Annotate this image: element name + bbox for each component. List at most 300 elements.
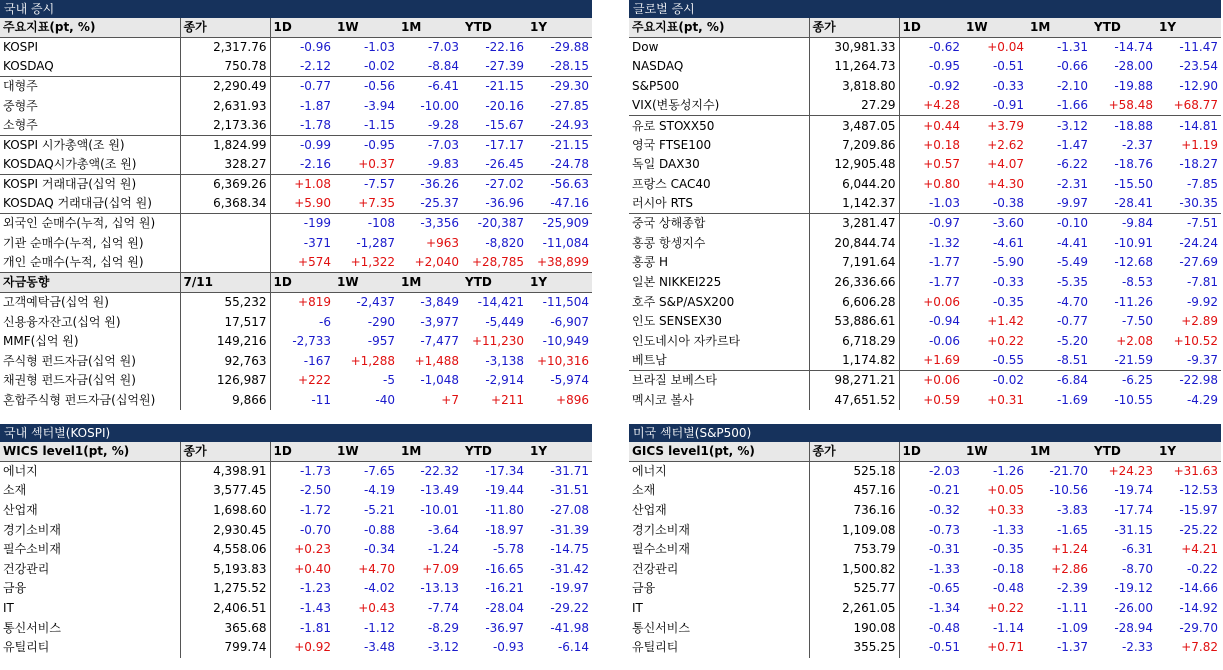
change-value: -4.19 [363,483,395,498]
close-value: 6,368.34 [180,194,270,214]
change-value: -0.35 [992,294,1024,309]
change-value: -2.50 [299,483,331,498]
row-label: 경기소비재 [0,520,180,540]
change-value: -1.14 [992,620,1024,635]
row-label: KOSPI 거래대금(십억 원) [0,175,180,195]
row-label: KOSDAQ시가총액(조 원) [0,155,180,175]
change-value: +7 [441,392,459,407]
change-value: -7.74 [427,601,459,616]
column-header: 주요지표(pt, %) [0,18,180,38]
close-value: 753.79 [809,540,899,560]
column-header: YTD [1091,18,1156,38]
change-value: +0.06 [899,371,963,391]
change-value: -36.26 [398,175,462,195]
change-value: +1,488 [414,353,459,368]
change-value: -9.97 [1056,196,1088,211]
panel-title: 국내 증시 [0,0,592,18]
row-label: 금융 [629,579,809,599]
change-value: -1.03 [928,196,960,211]
table-row [629,560,1221,580]
row-label: 금융 [0,579,180,599]
column-header: 1D [270,442,334,462]
change-value: -0.77 [1056,314,1088,329]
change-value: -0.38 [992,196,1024,211]
change-value: -12.53 [1179,483,1218,498]
change-value: -5.90 [992,255,1024,270]
change-value: -2,914 [485,373,524,388]
table-row [0,352,592,372]
change-value: -0.97 [899,214,963,234]
table-row [629,462,1221,482]
change-value: -1.78 [299,118,331,133]
change-value: -21.15 [527,136,592,156]
change-value: -108 [334,214,398,234]
row-label: S&P500 [629,77,809,97]
change-value: -0.93 [492,640,524,655]
row-label: 기관 순매수(누적, 십억 원) [0,234,180,254]
column-header: 1M [398,273,462,293]
table-row [0,371,592,391]
change-value: -0.88 [363,522,395,537]
change-value: +1.08 [270,175,334,195]
change-value: -21.59 [1114,353,1153,368]
change-value: -11.26 [1114,294,1153,309]
change-value: -26.45 [485,157,524,172]
change-value: -2.39 [1056,581,1088,596]
change-value: -56.63 [527,175,592,195]
table-row [0,312,592,332]
close-value: 2,930.45 [180,520,270,540]
change-value: -25.22 [1179,522,1218,537]
row-label: 중형주 [0,96,180,116]
row-label: 호주 S&P/ASX200 [629,292,809,312]
change-value: +24.23 [1108,464,1153,479]
column-header: 7/11 [180,273,270,293]
change-value: +2.86 [1051,561,1088,576]
change-value: -19.88 [1114,79,1153,94]
change-value: -7.50 [1121,314,1153,329]
change-value: -16.65 [485,561,524,576]
change-value: -1.15 [363,118,395,133]
change-value: -20.16 [485,98,524,113]
change-value: -0.48 [992,581,1024,596]
change-value: -6.84 [1027,371,1091,391]
change-value: -14.92 [1179,601,1218,616]
column-header: 1W [334,273,398,293]
close-value: 6,044.20 [809,175,899,195]
change-value: -8.29 [427,620,459,635]
change-value: +1.24 [1051,542,1088,557]
change-value: +5.90 [294,196,331,211]
change-value: +4.21 [1181,542,1218,557]
change-value: -3.12 [1027,116,1091,136]
change-value: -11,084 [542,235,589,250]
row-label: 유틸리티 [629,638,809,658]
table-row [629,214,1221,234]
change-value: -6 [319,314,331,329]
change-value: +2.89 [1181,314,1218,329]
change-value: -8.53 [1121,275,1153,290]
close-value: 6,718.29 [809,332,899,352]
change-value: -0.34 [363,542,395,557]
close-value: 1,174.82 [809,351,899,371]
close-value: 9,866 [180,391,270,411]
row-label: 경기소비재 [629,520,809,540]
change-value: -6.31 [1121,542,1153,557]
change-value: -0.65 [928,581,960,596]
change-value: -0.10 [1027,214,1091,234]
change-value: -27.39 [485,59,524,74]
table-row [0,214,592,234]
close-value: 20,844.74 [809,234,899,254]
close-value: 190.08 [809,618,899,638]
change-value: -7.81 [1186,275,1218,290]
change-value: -0.56 [334,77,398,97]
close-value: 1,275.52 [180,579,270,599]
change-value: -8,820 [485,235,524,250]
table-row [629,332,1221,352]
change-value: -1.11 [1056,601,1088,616]
change-value: -1.37 [1056,640,1088,655]
change-value: -15.97 [1179,503,1218,518]
close-value: 1,500.82 [809,560,899,580]
row-label: 중국 상해종합 [629,214,809,234]
close-value: 27.29 [809,96,899,116]
close-value [180,214,270,234]
change-value: -0.77 [270,77,334,97]
table-row [629,234,1221,254]
change-value: +7.82 [1181,640,1218,655]
table-row [629,38,1221,58]
change-value: -0.02 [963,371,1027,391]
global-market-table [629,18,1221,410]
change-value: -1.66 [1056,98,1088,113]
change-value: -0.48 [928,620,960,635]
change-value: -22.98 [1156,371,1221,391]
column-header: 1D [270,273,334,293]
close-value: 12,905.48 [809,155,899,175]
change-value: -0.35 [992,542,1024,557]
change-value: +1.19 [1181,137,1218,152]
row-label: 인도 SENSEX30 [629,312,809,332]
row-label: KOSDAQ 거래대금(십억 원) [0,194,180,214]
close-value: 6,606.28 [809,292,899,312]
row-label: 소재 [629,481,809,501]
table-row [0,618,592,638]
row-label: 유로 STOXX50 [629,116,809,136]
change-value: -27.08 [550,503,589,518]
close-value: 55,232 [180,293,270,313]
row-label: 통신서비스 [629,618,809,638]
change-value: -10.91 [1114,235,1153,250]
change-value: -24.24 [1179,235,1218,250]
change-value: -3,849 [420,295,459,310]
close-value: 2,406.51 [180,599,270,619]
change-value: -0.94 [928,314,960,329]
change-value: -1.47 [1056,137,1088,152]
close-value: 7,191.64 [809,253,899,273]
change-value: -5,449 [485,314,524,329]
change-value: -3.48 [363,640,395,655]
change-value: -31.15 [1114,522,1153,537]
change-value: -9.84 [1091,214,1156,234]
change-value: -3.94 [363,98,395,113]
change-value: -18.88 [1091,116,1156,136]
row-label: 외국인 순매수(누적, 십억 원) [0,214,180,234]
row-label: 브라질 보베스타 [629,371,809,391]
row-label: 산업재 [0,501,180,521]
change-value: +10.52 [1173,333,1218,348]
change-value: -0.73 [928,522,960,537]
change-value: -4.29 [1186,392,1218,407]
close-value: 736.16 [809,501,899,521]
domestic-sector-panel [0,424,592,658]
change-value: -16.21 [485,581,524,596]
close-value: 30,981.33 [809,38,899,58]
change-value: -11.47 [1179,40,1218,55]
change-value: -3.83 [1056,503,1088,518]
change-value: -1.31 [1056,40,1088,55]
table-row [629,77,1221,97]
close-value: 1,698.60 [180,501,270,521]
change-value: -0.18 [992,561,1024,576]
change-value: -19.44 [485,483,524,498]
change-value: +38,899 [536,255,589,270]
change-value: -1.73 [299,464,331,479]
row-label: 독일 DAX30 [629,155,809,175]
change-value: +58.48 [1108,98,1153,113]
row-label: 멕시코 볼사 [629,390,809,410]
change-value: -1.32 [928,235,960,250]
close-value: 17,517 [180,312,270,332]
change-value: -0.31 [928,542,960,557]
close-value: 1,109.08 [809,520,899,540]
change-value: -47.16 [550,196,589,211]
change-value: +7.09 [422,561,459,576]
close-value: 11,264.73 [809,57,899,77]
change-value: -199 [270,214,334,234]
change-value: -29.22 [550,601,589,616]
column-header: 1Y [1156,18,1221,38]
close-value: 328.27 [180,155,270,175]
column-header: 1M [398,18,462,38]
domestic-sector-table [0,442,592,658]
change-value: -3.12 [427,640,459,655]
change-value: -5.20 [1056,333,1088,348]
row-label: 건강관리 [0,560,180,580]
table-row [0,462,592,482]
table-row [629,312,1221,332]
table-row [0,194,592,214]
change-value: +819 [298,295,331,310]
change-value: +0.22 [987,333,1024,348]
close-value: 3,577.45 [180,481,270,501]
change-value: -5,974 [550,373,589,388]
change-value: -0.33 [992,79,1024,94]
change-value: -4.02 [363,581,395,596]
change-value: -19.97 [550,581,589,596]
change-value: -14,421 [477,295,524,310]
column-header: 1Y [527,273,592,293]
table-row [0,253,592,273]
change-value: +2,040 [414,255,459,270]
change-value: -41.98 [550,620,589,635]
change-value: -1.12 [363,620,395,635]
change-value: -2.16 [299,157,331,172]
change-value: -0.91 [992,98,1024,113]
change-value: -2,437 [356,295,395,310]
change-value: -5.49 [1056,255,1088,270]
column-header: 종가 [809,18,899,38]
change-value: +0.43 [358,601,395,616]
close-value: 7,209.86 [809,136,899,156]
change-value: -8.84 [427,59,459,74]
table-row [0,136,592,156]
us-sector-panel [629,424,1221,658]
change-value: -167 [303,353,331,368]
close-value: 2,173.36 [180,116,270,136]
table-row [629,371,1221,391]
change-value: +0.31 [987,392,1024,407]
change-value: -12.68 [1114,255,1153,270]
change-value: -1.34 [928,601,960,616]
table-row [0,560,592,580]
change-value: -28.04 [485,601,524,616]
change-value: -2.31 [1056,177,1088,192]
change-value: +0.04 [987,40,1024,55]
table-row [0,579,592,599]
change-value: -3,977 [420,314,459,329]
table-row [629,599,1221,619]
column-header: 1D [270,18,334,38]
change-value: -13.49 [420,483,459,498]
column-header: 1Y [527,18,592,38]
row-label: 필수소비재 [0,540,180,560]
change-value: -10.01 [420,503,459,518]
change-value: -13.13 [420,581,459,596]
column-header: 1W [334,442,398,462]
table-row [0,391,592,411]
change-value: -1.26 [992,464,1024,479]
close-value: 1,142.37 [809,194,899,214]
change-value: -5 [383,373,395,388]
column-header: 종가 [180,18,270,38]
change-value: -5.21 [363,503,395,518]
column-header: WICS level1(pt, %) [0,442,180,462]
change-value: -17.74 [1114,503,1153,518]
change-value: -10.00 [420,98,459,113]
row-label: 홍콩 항셍지수 [629,234,809,254]
change-value: -1.33 [928,561,960,576]
change-value: +7.35 [358,196,395,211]
change-value: +0.23 [294,542,331,557]
change-value: -7.51 [1156,214,1221,234]
column-header: 주요지표(pt, %) [629,18,809,38]
row-label: 주식형 펀드자금(십억 원) [0,352,180,372]
change-value: -0.51 [992,59,1024,74]
close-value: 6,369.26 [180,175,270,195]
change-value: -7,477 [420,334,459,349]
close-value: 525.77 [809,579,899,599]
row-label: 개인 순매수(누적, 십억 원) [0,253,180,273]
row-label: 유틸리티 [0,638,180,658]
column-header: 1W [963,18,1027,38]
change-value: -9.37 [1186,353,1218,368]
change-value: +963 [426,235,459,250]
change-value: -0.70 [299,522,331,537]
header-row [0,18,592,38]
change-value: -31.39 [550,522,589,537]
row-label: 영국 FTSE100 [629,136,809,156]
change-value: -6.41 [398,77,462,97]
row-label: 고객예탁금(십억 원) [0,293,180,313]
us-sector-table [629,442,1221,658]
change-value: +4.07 [987,157,1024,172]
change-value: -25.37 [420,196,459,211]
change-value: -290 [367,314,395,329]
change-value: -40 [375,392,395,407]
close-value: 2,261.05 [809,599,899,619]
change-value: -21.15 [462,77,527,97]
change-value: +0.40 [294,561,331,576]
change-value: +68.77 [1173,98,1218,113]
change-value: -9.83 [427,157,459,172]
close-value: 53,886.61 [809,312,899,332]
close-value: 5,193.83 [180,560,270,580]
global-market-panel [629,0,1221,410]
change-value: +0.57 [923,157,960,172]
change-value: -7.03 [427,40,459,55]
change-value: +0.06 [923,294,960,309]
row-label: 대형주 [0,77,180,97]
row-label: IT [629,599,809,619]
change-value: -1.81 [299,620,331,635]
change-value: -1.77 [928,275,960,290]
change-value: -29.88 [550,40,589,55]
table-row [0,38,592,58]
change-value: +574 [298,255,331,270]
column-header: 1M [398,442,462,462]
table-row [629,501,1221,521]
table-row [629,175,1221,195]
change-value: -0.96 [299,40,331,55]
table-row [629,390,1221,410]
change-value: -371 [303,235,331,250]
table-row [0,116,592,136]
row-label: 소형주 [0,116,180,136]
close-value: 47,651.52 [809,390,899,410]
change-value: -0.92 [928,79,960,94]
change-value: -28.41 [1114,196,1153,211]
table-row [0,175,592,195]
row-label: 홍콩 H [629,253,809,273]
change-value: -0.95 [928,59,960,74]
change-value: -1.72 [299,503,331,518]
change-value: -1.43 [299,601,331,616]
change-value: -9.92 [1186,294,1218,309]
table-row [629,273,1221,293]
column-header: 종가 [809,442,899,462]
row-label: 산업재 [629,501,809,521]
change-value: +31.63 [1173,464,1218,479]
change-value: -957 [367,334,395,349]
change-value: -2.33 [1121,640,1153,655]
change-value: -5.78 [492,542,524,557]
change-value: -1.09 [1056,620,1088,635]
table-row [0,57,592,77]
change-value: -17.34 [485,464,524,479]
change-value: -18.27 [1179,157,1218,172]
